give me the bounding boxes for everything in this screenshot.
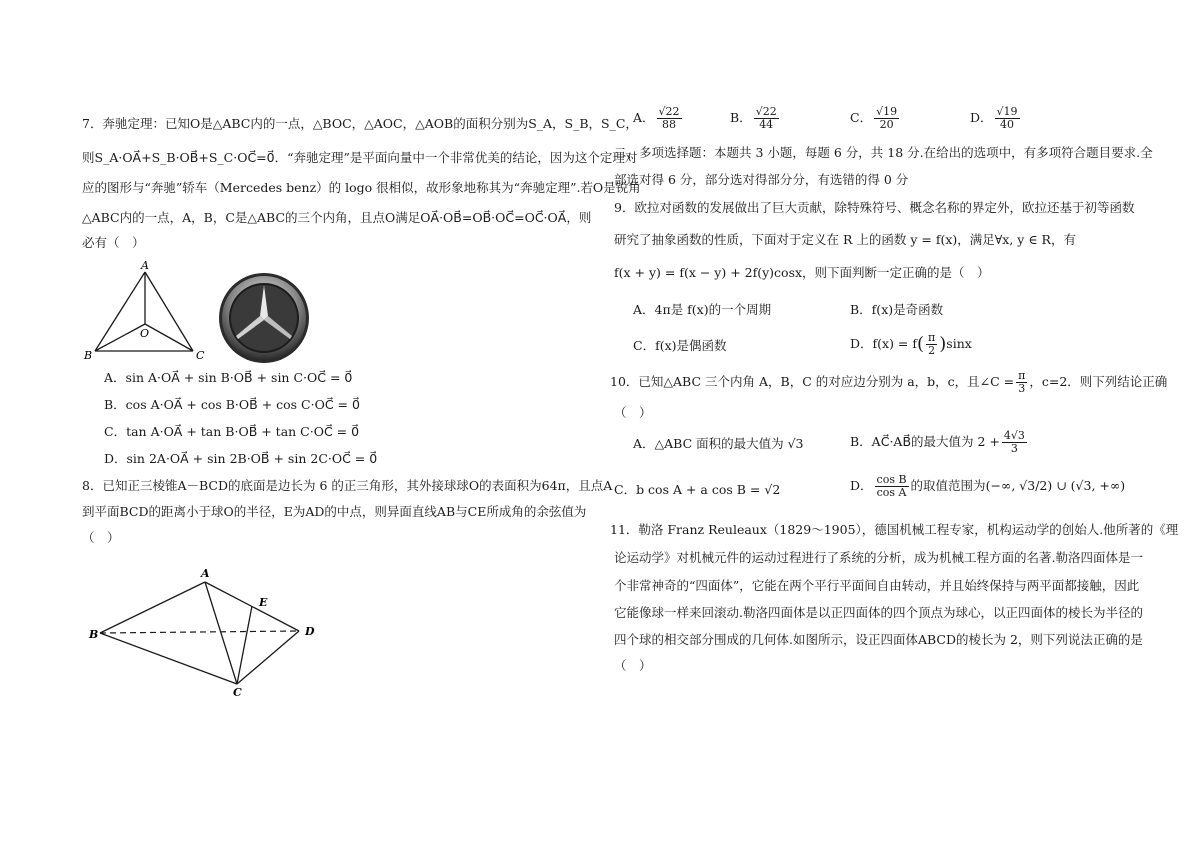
q9-option-d-num: π	[928, 331, 936, 344]
q11-line-4: 它能像球一样来回滚动.勒洛四面体是以正四面体的四个顶点为球心，以正四面体的棱长为半径的	[614, 605, 1143, 620]
q7-option-b[interactable]: B．cos A·OA⃗ + cos B·OB⃗ + cos C·OC⃗ = 0⃗	[104, 397, 360, 412]
q7-line-4: △ABC内的一点，A，B，C是△ABC的三个内角，且点O满足OA⃗·OB⃗=OB⃗·OC⃗=OC⃗·OA⃗，则	[82, 210, 592, 225]
q7-option-d[interactable]: D．sin 2A·OA⃗ + sin 2B·OB⃗ + sin 2C·OC⃗ = 0⃗	[104, 451, 378, 466]
q10-line-1	[610, 370, 1167, 395]
q10-option-d-den: cos A	[876, 486, 907, 499]
q10-line-1-suffix: ，c=2．则下列结论正确	[1029, 374, 1168, 389]
q7-option-a[interactable]: A．sin A·OA⃗ + sin B·OB⃗ + sin C·OC⃗ = 0⃗	[104, 370, 353, 385]
q10-option-b-den: 3	[1010, 442, 1018, 455]
q9-option-d-rparen: )	[939, 333, 947, 355]
q9-line-2: 研究了抽象函数的性质，下面对于定义在 R 上的函数 y = f(x)，满足∀x, y ∈ R，有	[614, 232, 1076, 247]
q8-option-c-fraction	[874, 106, 899, 131]
q7-line-3: 应的图形与“奔驰”轿车（Mercedes benz）的 logo 很相似，故形象地称其为“奔驰定理”.若O是锐角	[82, 180, 641, 195]
q8-label-b: B	[89, 628, 99, 641]
q9-option-d-prefix: D．f(x) = f	[850, 336, 917, 351]
q8-option-d-fraction	[995, 106, 1020, 131]
q9-option-b[interactable]: B．f(x)是奇函数	[850, 302, 944, 317]
q9-option-d-lparen: (	[917, 333, 925, 355]
q10-option-d-mid: 的取值范围为	[910, 478, 986, 493]
mercedes-logo-icon	[216, 270, 312, 366]
q9-option-d-fraction	[926, 332, 937, 357]
q7-triangle-figure	[80, 258, 210, 363]
q9-option-d[interactable]	[850, 332, 972, 357]
q7-label-c: C	[196, 349, 205, 362]
q10-angle-fraction	[1016, 370, 1027, 395]
q8-line-3: （ ）	[82, 530, 120, 545]
q9-line-1: 9．欧拉对函数的发展做出了巨大贡献，除特殊符号、概念名称的界定外，欧拉还基于初等函数	[614, 200, 1135, 215]
q8-option-c-letter: C．	[850, 110, 873, 125]
q11-line-1: 11．勒洛 Franz Reuleaux（1829～1905），德国机械工程专家，机构运动学的创始人.他所著的《理	[610, 522, 1179, 537]
q7-label-b: B	[84, 349, 93, 362]
q10-option-b-prefix: B．AC⃗·AB⃗的最大值为 2 +	[850, 434, 1000, 449]
q8-option-c-den: 20	[879, 118, 894, 131]
q10-angle-den: 3	[1018, 382, 1026, 395]
q8-option-a[interactable]	[633, 106, 684, 131]
q8-option-d-num: √19	[996, 105, 1018, 118]
q10-option-b-num: 4√3	[1003, 429, 1025, 442]
q9-line-3: f(x + y) = f(x − y) + 2f(y)cosx，则下面判断一定正确的是（ ）	[614, 265, 990, 280]
q8-option-c-num: √19	[876, 105, 898, 118]
q8-tetrahedron-figure	[85, 562, 325, 702]
q11-line-2: 论运动学》对机械元件的运动过程进行了系统的分析，成为机械工程方面的名著.勒洛四面体是一	[614, 550, 1143, 565]
q8-label-d: D	[305, 625, 315, 638]
q7-line-1: 7．奔驰定理：已知O是△ABC内的一点，△BOC，△AOC，△AOB的面积分别为S_A，S_B，S_C，	[82, 116, 638, 131]
q10-line-1-prefix: 10．已知△ABC 三个内角 A，B，C 的对应边分别为 a，b，c，且∠C =	[610, 374, 1015, 389]
q8-line-1: 8．已知正三棱锥A－BCD的底面是边长为 6 的正三角形，其外接球球O的表面积为64π，且点A	[82, 478, 613, 493]
q10-option-d-num: cos B	[876, 473, 907, 486]
q9-option-d-suffix: sinx	[946, 336, 972, 351]
q8-option-c[interactable]	[850, 106, 901, 131]
section2-line-2: 部选对得 6 分，部分选对得部分分，有选错的得 0 分	[614, 172, 909, 187]
q8-label-a: A	[201, 567, 210, 580]
q10-angle-num: π	[1018, 369, 1026, 382]
q9-option-d-den: 2	[928, 344, 936, 357]
q10-option-b[interactable]	[850, 430, 1029, 455]
q7-label-a: A	[141, 259, 149, 272]
q8-option-d[interactable]	[970, 106, 1022, 131]
q11-line-6: （ ）	[614, 658, 652, 673]
q8-option-a-fraction	[657, 106, 682, 131]
section2-line-1: 二、多项选择题：本题共 3 小题，每题 6 分，共 18 分.在给出的选项中，有多项符合题目要求.全	[614, 145, 1153, 160]
q10-option-c[interactable]: C．b cos A + a cos B = √2	[614, 482, 781, 497]
q8-label-e: E	[259, 596, 268, 609]
q10-line-2: （ ）	[614, 405, 652, 420]
q7-option-c[interactable]: C．tan A·OA⃗ + tan B·OB⃗ + tan C·OC⃗ = 0⃗	[104, 424, 360, 439]
q8-option-a-letter: A．	[633, 110, 655, 125]
q10-option-a[interactable]: A．△ABC 面积的最大值为 √3	[633, 436, 804, 451]
q10-option-d-fraction	[875, 474, 909, 499]
q8-option-b-den: 44	[759, 118, 774, 131]
q10-option-d-range: (−∞, √3/2) ∪ (√3, +∞)	[985, 478, 1126, 493]
q8-option-b-num: √22	[755, 105, 777, 118]
q10-option-d[interactable]	[850, 474, 1125, 499]
q8-option-b-fraction	[754, 106, 779, 131]
q8-option-a-den: 88	[662, 118, 677, 131]
q8-option-b[interactable]	[730, 106, 781, 131]
q10-option-b-fraction	[1002, 430, 1027, 455]
q10-option-d-letter: D．	[850, 478, 873, 493]
q8-option-a-num: √22	[658, 105, 680, 118]
q7-label-o: O	[140, 327, 150, 340]
q8-option-d-den: 40	[1000, 118, 1015, 131]
q8-option-d-letter: D．	[970, 110, 993, 125]
q8-option-b-letter: B．	[730, 110, 752, 125]
q11-line-3: 个非常神奇的“四面体”，它能在两个平行平面间自由转动，并且始终保持与两平面都接触，因此	[614, 578, 1140, 593]
q9-option-a[interactable]: A．4π是 f(x)的一个周期	[633, 302, 772, 317]
q8-label-c: C	[233, 686, 242, 699]
q9-option-c[interactable]: C．f(x)是偶函数	[633, 338, 727, 353]
q7-line-2: 则S_A·OA⃗+S_B·OB⃗+S_C·OC⃗=0⃗．“奔驰定理”是平面向量中一个非常优美的结论，因为这个定理对	[82, 150, 638, 165]
q8-line-2: 到平面BCD的距离小于球O的半径，E为AD的中点，则异面直线AB与CE所成角的余弦值为	[82, 504, 587, 519]
q7-line-5: 必有（ ）	[82, 235, 145, 250]
q11-line-5: 四个球的相交部分围成的几何体.如图所示，设正四面体ABCD的棱长为 2，则下列说法正确的是	[614, 632, 1143, 647]
